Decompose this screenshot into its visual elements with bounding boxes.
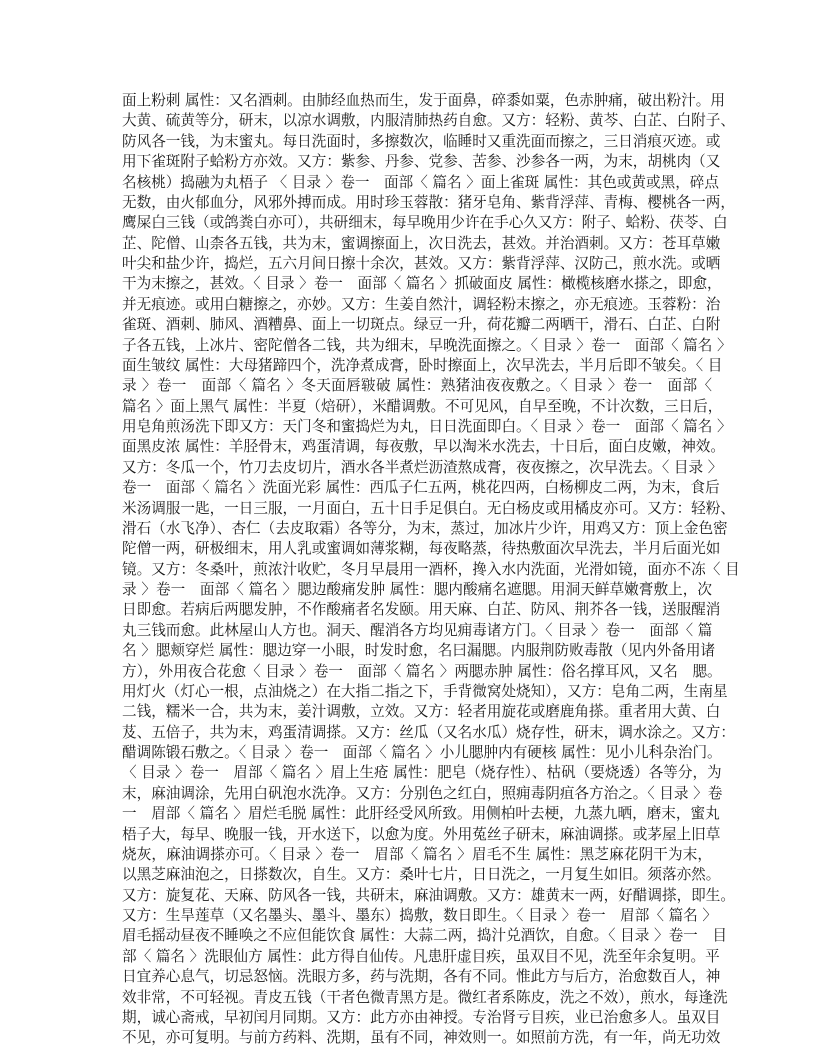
text-line: 又方：生旱莲草（又名墨头、墨斗、墨东）捣敷，数日即生。〈 目录 〉卷一 眉部〈 篇名 〉: [122, 907, 718, 924]
text-line: 用下雀斑附子蛤粉方亦效。又方：紫参、丹参、党参、苦参、沙参各一两，为末，胡桃肉（又: [122, 153, 721, 171]
text-line: 录 〉卷一 面部〈 篇名 〉腮边酸痛发肿 属性：腮内酸痛名遮腮。用洞天鲜草嫩膏敷上，次: [122, 581, 712, 598]
text-line: 日宜养心息气，切忌怒恼。洗眼方多，药与洗期，各有不同。惟此方与后方，治愈数百人，神: [122, 968, 721, 986]
text-line: 期，诚心斋戒，早初闰月同期。又方：此方亦由神授。专治肾亏目疾，业已治愈多人。虽双目: [122, 1008, 721, 1026]
text-line: 部〈 篇名 〉洗眼仙方 属性：此方得自仙传。凡患肝虚目疾，虽双目不见，洗至年余复明。平: [122, 947, 720, 965]
text-line: 陀僧一两，研极细末，用人乳或蜜调如薄浆糊，每夜略蒸，待热敷面次早洗去，半月后面光如: [122, 540, 721, 558]
text-line: 卷一 面部〈 篇名 〉洗面光彩 属性：西瓜子仁五两，桃花四两，白杨柳皮二两，为末，食后: [122, 479, 720, 497]
text-line: 又方：旋复花、天麻、防风各一钱，共研末，麻油调敷。又方：雄黄末一两，好醋调搽，即生。: [122, 886, 735, 904]
text-line: 无数，由火郁血分，风邪外搏而成。用时珍玉蓉散：猪牙皂角、紫背浮萍、青梅、樱桃各一两，: [122, 193, 735, 211]
text-line: 又方：冬瓜一个，竹刀去皮切片，酒水各半煮烂沥渣熬成膏，夜夜擦之，次早洗去。〈 目录 〉: [122, 458, 723, 476]
text-line: 面黑皮浓 属性：羊胫骨末，鸡蛋清调，每夜敷，早以淘米水洗去，十日后，面白皮嫩，神效。: [122, 438, 725, 456]
text-line: 效非常，不可轻视。青皮五钱（干者色微青黑方是。微红者系陈皮，洗之不效），煎水，每逢洗: [122, 988, 728, 1006]
text-line: 鹰屎白三钱（或鸽粪白亦可），共研细末，每早晚用少许在手心久又方：附子、蛤粉、茯苓、白: [122, 214, 728, 232]
text-line: 篇名 〉面上黑气 属性：半夏（焙研），米醋调敷。不可见风，自早至晚，不计次数，三日后，: [122, 397, 723, 415]
text-line: 二钱，糯米一合，共为末，姜汁调敷，立效。又方：轻者用旋花或磨鹿角搽。重者用大黄、白: [122, 703, 721, 721]
text-line: 面生皱纹 属性：大母猪蹄四个，洗净煮成膏，卧时擦面上，次早洗去，半月后即不皱矣。〈 目: [122, 356, 723, 374]
text-line: 眉毛摇动昼夜不睡唤之不应但能饮食 属性：大蒜二两，捣汁兑酒饮，自愈。〈 目录 〉卷一 目: [122, 927, 727, 945]
text-line: 防风各一钱，为末蜜丸。每日洗面时，多擦数次，临睡时又重洗面而擦之，三日消痕灭迹。或: [122, 132, 721, 150]
text-line: 镜。又方：冬桑叶，煎浓汁收贮，冬月早晨用一酒杯，搀入水内洗面，光滑如镜，面亦不冻〈 目: [122, 560, 740, 578]
text-line: 日即愈。若病后两腮发肿，不作酸痛者名发颐。用天麻、白芷、防风、荆芥各一钱，送服醒消: [122, 601, 721, 619]
text-line: 烧灰，麻油调搽亦可。〈 目录 〉卷一 眉部〈 篇名 〉眉毛不生 属性：黑芝麻花阴干为末，: [122, 845, 712, 863]
text-line: 米汤调服一匙，一日三服，一月面白，五十日手足俱白。无白杨皮或用橘皮亦可。又方：轻粉、: [122, 499, 735, 517]
text-line: 叶尖和盐少许，捣烂，五六月间日擦十余次，甚效。又方：紫背浮萍、汉防己，煎水洗。或晒: [122, 255, 721, 272]
text-line: 滑石（水飞净）、杏仁（去皮取霜）各等分，为末，蒸过，加冰片少许，用鸡又方：顶上金色密: [122, 519, 728, 537]
document-page: [122, 91, 740, 1049]
text-line: 名 〉腮颊穿烂 属性：腮边穿一小眼，时发时愈，名曰漏腮。内服荆防败毒散（见内外备用诸: [122, 642, 716, 660]
text-line: 芷、陀僧、山柰各五钱，共为末，蜜调擦面上，次日洗去，甚效。并治酒刺。又方：苍耳草嫩: [122, 234, 721, 252]
text-line: 芨、五倍子，共为末，鸡蛋清调搽。又方：丝瓜（又名水瓜）烧存性，研末，调水涂之。又方：: [122, 723, 735, 741]
text-line: 末，麻油调涂，先用白矾泡水洗净。又方：分别色之红白，照痈毒阴疽各方治之。〈 目录 〉卷: [122, 784, 723, 802]
text-line: 一 眉部〈 篇名 〉眉烂毛脱 属性：此肝经受风所致。用侧柏叶去梗，九蒸九晒，磨末，蜜丸: [122, 805, 720, 823]
text-line: 不见，亦可复明。与前方药料、洗期，虽有不同，神效则一。如照前方洗，有一年，尚无功效: [122, 1029, 721, 1047]
text-line: 并无痕迹。或用白糖擦之，亦妙。又方：生姜自然汁，调轻粉末擦之，亦无痕迹。玉蓉粉：治: [122, 295, 721, 313]
text-line: 子各五钱，上冰片、密陀僧各二钱，共为细末，早晚洗面擦之。〈 目录 〉卷一 面部〈 篇名 〉: [122, 336, 732, 354]
text-line: 面上粉刺 属性：又名酒刺。由肺经血热而生，发于面鼻，碎黍如粟，色赤肿痛，破出粉汁。用: [122, 92, 725, 109]
text-line: 大黄、硫黄等分，研末，以凉水调敷，内服清肺热药自愈。又方：轻粉、黄芩、白芷、白附子、: [122, 112, 735, 130]
text-line: 名核桃）捣融为丸梧子 〈 目录 〉卷一 面部〈 篇名 〉面上雀斑 属性：其色或黄或黑，碎点: [122, 173, 719, 191]
text-line: 干为末擦之，甚效。〈 目录 〉卷一 面部〈 篇名 〉抓破面皮 属性：橄榄核磨水搽之，即愈，: [122, 275, 722, 293]
text-line: 用皂角煎汤洗下即又方：天门冬和蜜捣烂为丸，日日洗面即白。〈 目录 〉卷一 面部〈 篇名 〉: [122, 418, 732, 435]
text-line: 雀斑、酒刺、肺风、酒糟鼻、面上一切斑点。绿豆一升，荷花瓣二两晒干，滑石、白芷、白附: [122, 316, 721, 334]
text-line: 以黑芝麻油泡之，日搽数次，自生。又方：桑叶七片，日日洗之，一月复生如旧。须落亦然。: [122, 866, 721, 884]
text-line: 醋调陈锻石敷之。〈 目录 〉卷一 面部〈 篇名 〉小儿腮肿内有硬核 属性：见小儿科杂治门。: [122, 744, 722, 761]
text-line: 录 〉卷一 面部〈 篇名 〉冬天面唇皲破 属性：熟猪油夜夜敷之。〈 目录 〉卷一 面部〈: [122, 377, 712, 395]
text-line: 梧子大，每早、晚服一钱，开水送下，以愈为度。外用菟丝子研末，麻油调搽。或茅屋上旧草: [122, 825, 721, 843]
text-line: 〈 目录 〉卷一 眉部〈 篇名 〉眉上生疮 属性：肥皂（烧存性）、枯矾（要烧透）各等分，为: [122, 764, 722, 782]
text-line: 方），外用夜合花愈〈 目录 〉卷一 面部〈 篇名 〉两腮赤肿 属性：俗名撑耳风，又名 腮。: [122, 662, 722, 680]
text-line: 用灯火（灯心一根，点油烧之）在大指二指之下，手背微窝处烧知），又方：皂角二两，生南星: [122, 682, 728, 700]
text-line: 丸三钱而愈。此林屋山人方也。洞天、醒消各方均见痈毒诸方门。〈 目录 〉卷一 面部〈 篇: [122, 621, 713, 639]
